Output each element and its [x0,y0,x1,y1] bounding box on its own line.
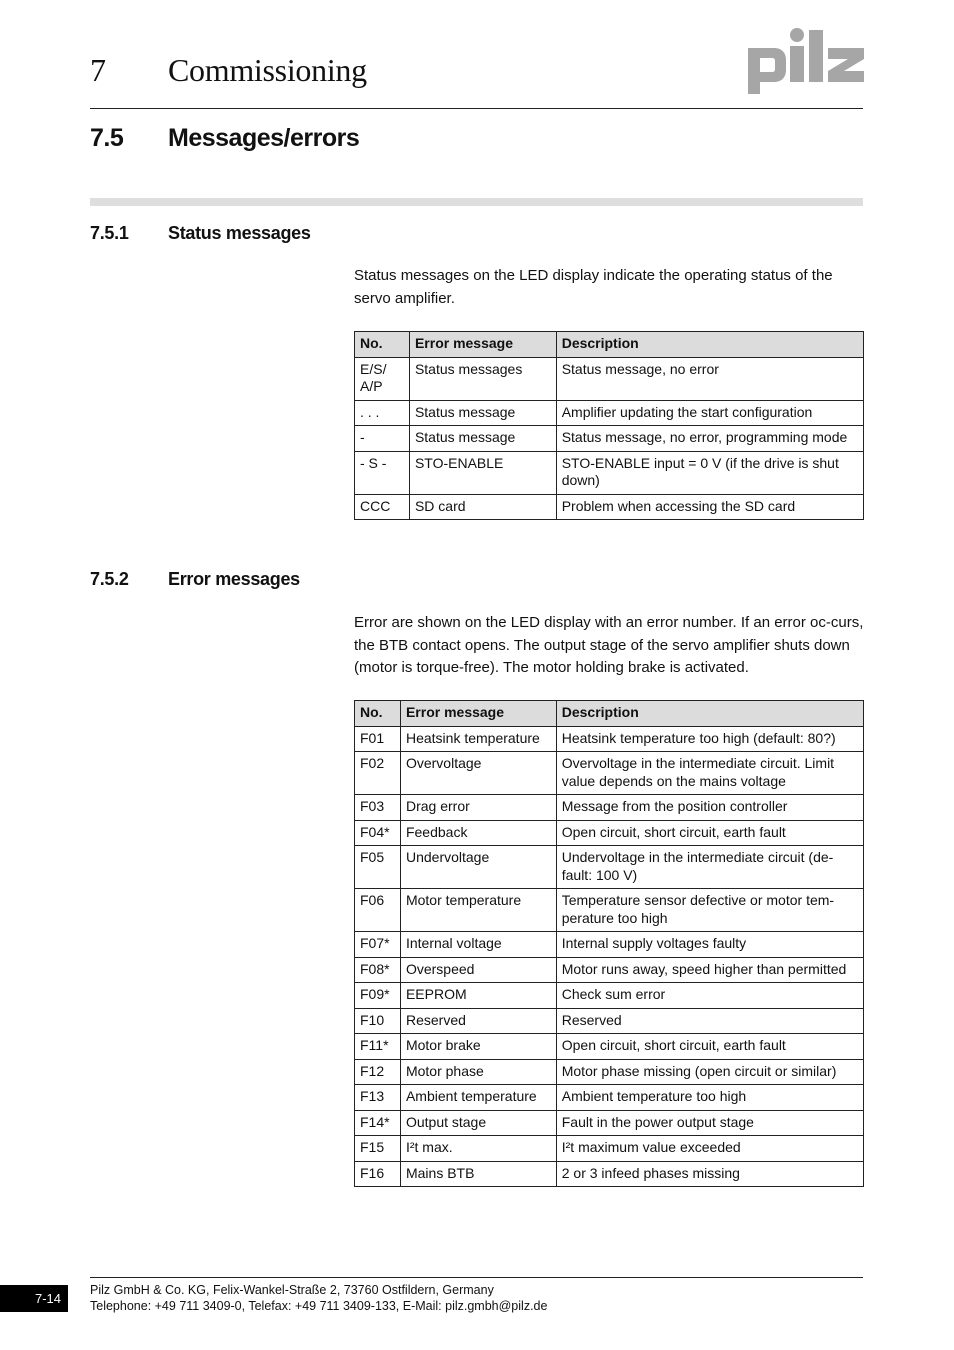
cell-description: Status message, no error, programming mode [556,426,863,452]
cell-message: EEPROM [400,983,556,1009]
cell-message: Drag error [400,795,556,821]
cell-description: STO-ENABLE input = 0 V (if the drive is shut down) [556,451,863,494]
cell-no: F04* [355,820,401,846]
cell-no: F15 [355,1136,401,1162]
table-row [355,957,864,983]
cell-message: Overvoltage [400,752,556,795]
table-row [355,820,864,846]
header-rule [90,108,863,109]
cell-no: E/S/ A/P [355,357,410,400]
cell-no: F09* [355,983,401,1009]
cell-message: Undervoltage [400,846,556,889]
cell-message: STO-ENABLE [409,451,556,494]
cell-message: I²t max. [400,1136,556,1162]
page-number: 7-14 [0,1285,68,1312]
cell-no: F12 [355,1059,401,1085]
table-row [355,889,864,932]
column-header-description: Description [556,701,863,727]
cell-message: Output stage [400,1110,556,1136]
subsection-number-status: 7.5.1 [90,223,129,243]
cell-no: F02 [355,752,401,795]
cell-description: Open circuit, short circuit, earth fault [556,820,863,846]
subsection-number-error: 7.5.2 [90,569,129,589]
cell-no: F05 [355,846,401,889]
table-row [355,846,864,889]
cell-message: Internal voltage [400,932,556,958]
pilz-logo [748,28,864,94]
cell-message: Ambient temperature [400,1085,556,1111]
cell-description: Heatsink temperature too high (default: 80?) [556,726,863,752]
table-header-row [355,332,864,358]
cell-description: Check sum error [556,983,863,1009]
cell-message: Heatsink temperature [400,726,556,752]
cell-description: 2 or 3 infeed phases missing [556,1161,863,1187]
cell-message: Status message [409,426,556,452]
cell-description: Reserved [556,1008,863,1034]
column-header-error-message: Error message [409,332,556,358]
cell-description: Amplifier updating the start configuration [556,400,863,426]
table-row [355,795,864,821]
table-row [355,1059,864,1085]
cell-no: F07* [355,932,401,958]
cell-message: Overspeed [400,957,556,983]
cell-description: Status message, no error [556,357,863,400]
cell-description: Undervoltage in the intermediate circuit (de-fault: 100 V) [556,846,863,889]
column-header-description: Description [556,332,863,358]
status-messages-table [354,331,864,520]
cell-description: Temperature sensor defective or motor tem-perature too high [556,889,863,932]
table-row [355,451,864,494]
footer-address: Pilz GmbH & Co. KG, Felix-Wankel-Straße 2, 73760 Ostfildern, Germany [90,1283,494,1297]
cell-description: Overvoltage in the intermediate circuit. Limit value depends on the mains voltage [556,752,863,795]
footer-rule [90,1277,863,1278]
cell-no: F03 [355,795,401,821]
cell-description: Motor phase missing (open circuit or similar) [556,1059,863,1085]
table-row [355,1034,864,1060]
footer-contact: Telephone: +49 711 3409-0, Telefax: +49 711 3409-133, E-Mail: pilz.gmbh@pilz.de [90,1299,548,1313]
column-header-error-message: Error message [400,701,556,727]
cell-message: Status message [409,400,556,426]
cell-no: F13 [355,1085,401,1111]
chapter-number: 7 [90,52,106,88]
cell-no: F06 [355,889,401,932]
error-messages-table [354,700,864,1187]
table-row [355,1110,864,1136]
cell-message: Mains BTB [400,1161,556,1187]
cell-description: Motor runs away, speed higher than permitted [556,957,863,983]
table-row [355,932,864,958]
cell-message: Motor phase [400,1059,556,1085]
error-intro-paragraph: Error are shown on the LED display with an error number. If an error oc-curs, the BTB contact opens. The output stage of the servo amplifier shuts down (motor is torque-free). The motor holding brake is activated. [354,614,864,676]
column-header-no: No. [355,332,410,358]
cell-description: I²t maximum value exceeded [556,1136,863,1162]
table-row [355,357,864,400]
cell-message: Motor brake [400,1034,556,1060]
table-row [355,400,864,426]
cell-no: . . . [355,400,410,426]
chapter-title: Commissioning [168,52,367,88]
table-row [355,1085,864,1111]
cell-no: - [355,426,410,452]
cell-no: CCC [355,494,410,520]
cell-message: Status messages [409,357,556,400]
cell-no: - S - [355,451,410,494]
status-intro-paragraph: Status messages on the LED display indicate the operating status of the servo amplifier. [354,267,833,307]
table-row [355,1161,864,1187]
cell-description: Fault in the power output stage [556,1110,863,1136]
subsection-title-error: Error messages [168,569,300,589]
cell-message: Feedback [400,820,556,846]
cell-no: F01 [355,726,401,752]
table-row [355,426,864,452]
section-title: Messages/errors [168,124,360,152]
cell-description: Problem when accessing the SD card [556,494,863,520]
table-row [355,983,864,1009]
cell-message: Reserved [400,1008,556,1034]
table-row [355,494,864,520]
table-header-row [355,701,864,727]
cell-no: F10 [355,1008,401,1034]
table-row [355,1008,864,1034]
section-number: 7.5 [90,124,124,152]
cell-no: F14* [355,1110,401,1136]
cell-description: Open circuit, short circuit, earth fault [556,1034,863,1060]
table-row [355,726,864,752]
subsection-title-status: Status messages [168,223,311,243]
table-row [355,752,864,795]
cell-description: Message from the position controller [556,795,863,821]
cell-message: Motor temperature [400,889,556,932]
cell-message: SD card [409,494,556,520]
table-row [355,1136,864,1162]
cell-description: Internal supply voltages faulty [556,932,863,958]
section-divider-bar [90,198,863,206]
column-header-no: No. [355,701,401,727]
cell-no: F11* [355,1034,401,1060]
cell-no: F08* [355,957,401,983]
cell-description: Ambient temperature too high [556,1085,863,1111]
cell-no: F16 [355,1161,401,1187]
